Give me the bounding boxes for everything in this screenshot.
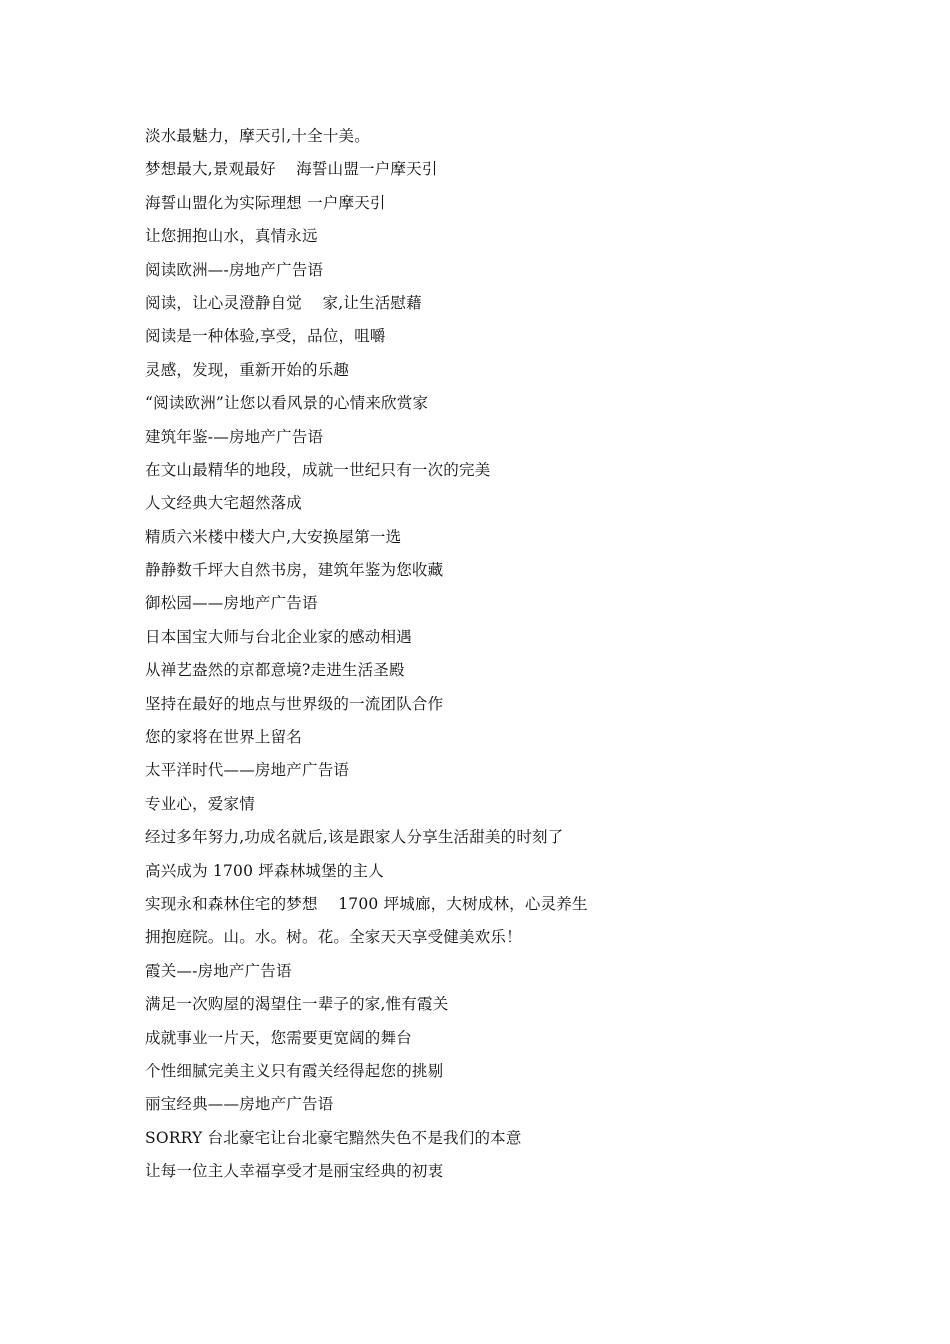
text-line: 满足一次购屋的渴望住一辈子的家,惟有霞关	[145, 995, 449, 1014]
text-line: 阅读，让心灵澄静自觉 家,让生活慰藉	[145, 293, 422, 312]
body-text	[145, 124, 845, 1193]
text-line: 精质六米楼中楼大户,大安换屋第一选	[145, 527, 402, 546]
section-heading: 丽宝经典——房地产广告语	[145, 1095, 334, 1114]
text-line: 日本国宝大师与台北企业家的感动相遇	[145, 627, 412, 646]
text-line: 成就事业一片天，您需要更宽阔的舞台	[145, 1028, 412, 1047]
text-line: 阅读是一种体验,享受，品位，咀嚼	[145, 327, 386, 346]
text-line: 拥抱庭院。山。水。树。花。全家天天享受健美欢乐！	[145, 928, 522, 947]
text-line: 从禅艺盎然的京都意境?走进生活圣殿	[145, 661, 405, 680]
text-line: 海誓山盟化为实际理想 一户摩天引	[145, 193, 386, 212]
text-line: 灵感，发现，重新开始的乐趣	[145, 360, 350, 379]
text-line: 梦想最大,景观最好 海誓山盟一户摩天引	[145, 160, 438, 179]
section-heading: 霞关—-房地产广告语	[145, 961, 292, 980]
section-heading: 阅读欧洲—-房地产广告语	[145, 260, 324, 279]
text-line: 您的家将在世界上留名	[145, 728, 303, 747]
text-line: 个性细腻完美主义只有霞关经得起您的挑剔	[145, 1061, 444, 1080]
text-line: 经过多年努力,功成名就后,该是跟家人分享生活甜美的时刻了	[145, 828, 564, 847]
text-line: “阅读欧洲”让您以看风景的心情来欣赏家	[145, 394, 429, 413]
text-line: 淡水最魅力，摩天引,十全十美。	[145, 127, 370, 145]
section-heading: 太平洋时代——房地产广告语	[145, 761, 350, 780]
text-line: 让每一位主人幸福享受才是丽宝经典的初衷	[145, 1162, 444, 1181]
section-heading: 建筑年鉴-—房地产广告语	[145, 427, 324, 446]
text-line: 高兴成为 1700 坪森林城堡的主人	[145, 861, 384, 880]
text-line: 坚持在最好的地点与世界级的一流团队合作	[145, 694, 444, 713]
text-line: 人文经典大宅超然落成	[145, 494, 303, 513]
section-heading: 御松园——房地产广告语	[145, 594, 318, 613]
text-line: 静静数千坪大自然书房，建筑年鉴为您收藏	[145, 561, 444, 580]
text-line: SORRY 台北豪宅让台北豪宅黯然失色不是我们的本意	[145, 1128, 522, 1147]
text-line: 实现永和森林住宅的梦想 1700 坪城廊，大树成林，心灵养生	[145, 894, 588, 913]
text-line: 在文山最精华的地段，成就一世纪只有一次的完美	[145, 460, 491, 479]
text-line: 让您拥抱山水，真情永远	[145, 227, 318, 246]
text-line: 专业心，爱家情	[145, 794, 255, 813]
